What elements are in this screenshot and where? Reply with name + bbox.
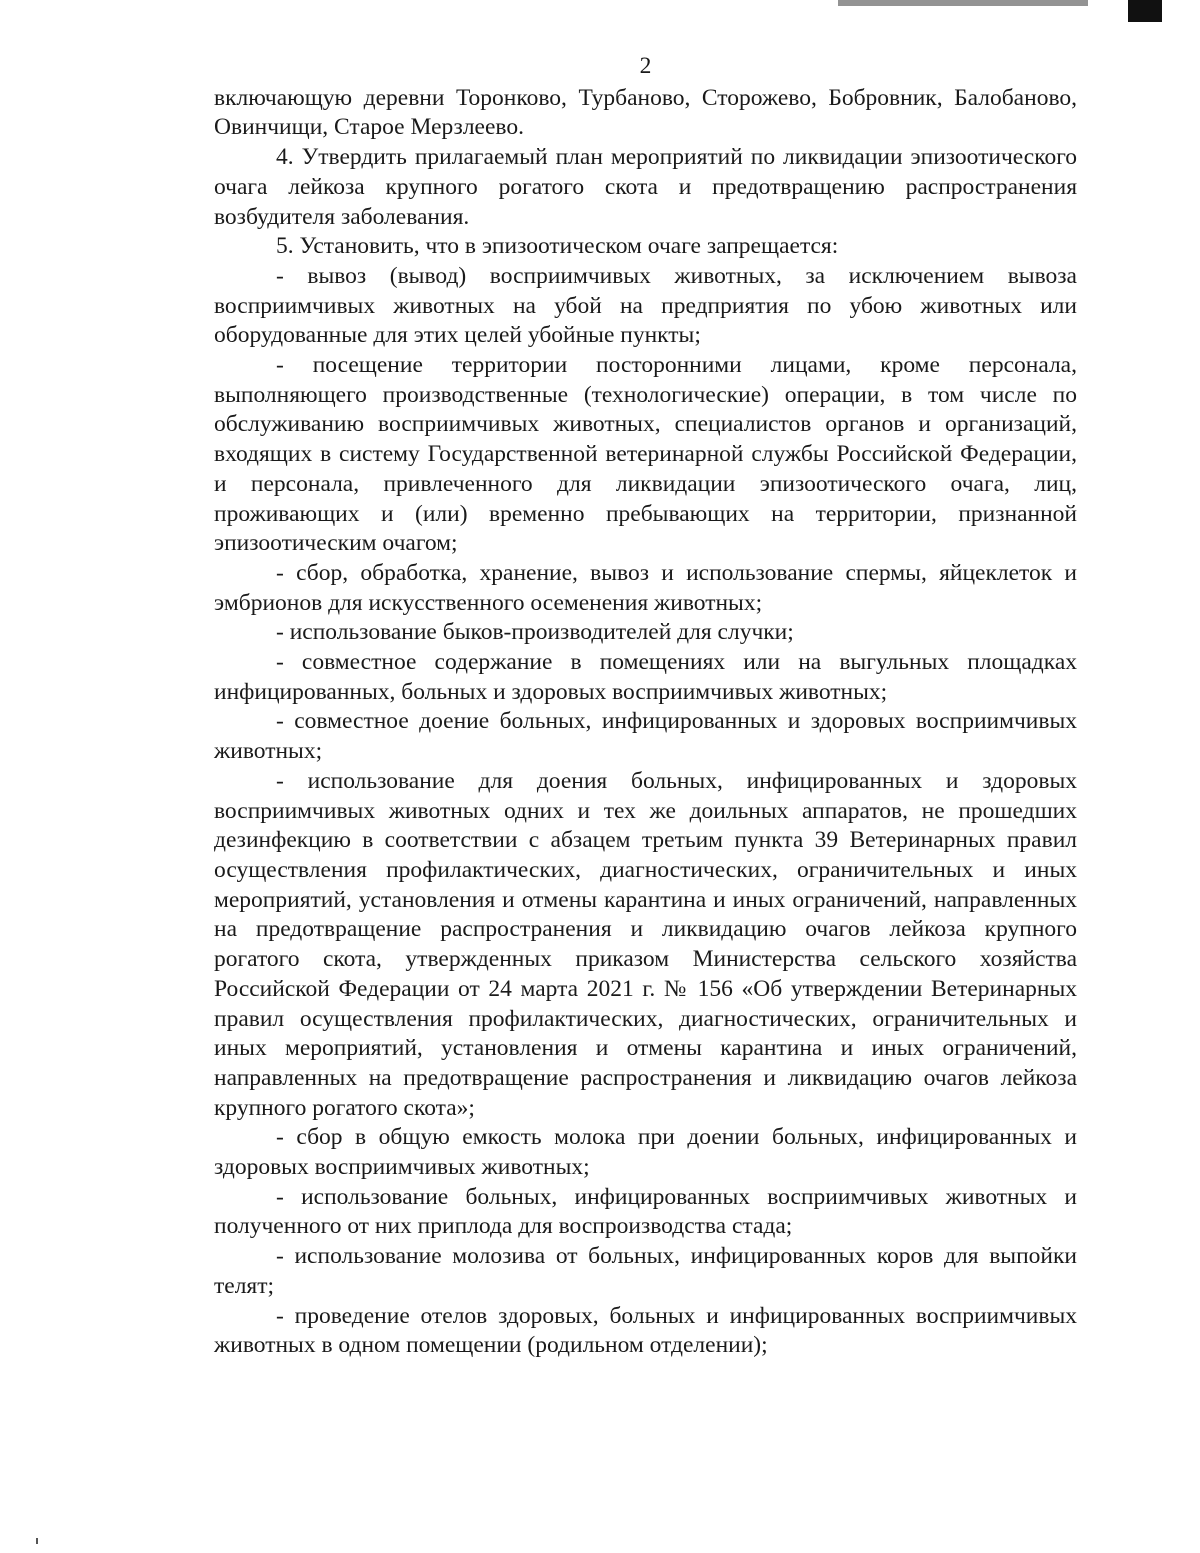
list-item: - сбор в общую емкость молока при доении больных, инфицированных и здоровых восприимчивых животных; [214, 1124, 1077, 1181]
list-item: - совместное доение больных, инфицированных и здоровых восприимчивых животных; [214, 708, 1077, 765]
scan-artifact [1128, 0, 1162, 22]
list-item: - использование больных, инфицированных восприимчивых животных и полученного от них приплода для воспроизводства стада; [214, 1183, 1077, 1240]
paragraph: включающую деревни Торонково, Турбаново, Сторожево, Бобровник, Балобаново, Овинчищи, Старое Мерзлеево. [214, 84, 1077, 141]
list-item: - использование молозива от больных, инфицированных коров для выпойки телят; [214, 1243, 1077, 1299]
page-number: 2 [639, 53, 652, 79]
scan-artifact [838, 0, 1088, 6]
list-item: - использование быков-производителей для случки; [276, 619, 794, 646]
paragraph: 4. Утвердить прилагаемый план мероприятий по ликвидации эпизоотического очага лейкоза крупного рогатого скота и предотвращению распространения возбудителя заболевания. [214, 144, 1077, 230]
paragraph: 5. Установить, что в эпизоотическом очаге запрещается: [276, 233, 839, 260]
scan-speck [36, 1538, 38, 1544]
list-item: - совместное содержание в помещениях или на выгульных площадках инфицированных, больных и здоровых восприимчивых животных; [214, 649, 1077, 705]
list-item: - посещение территории посторонними лицами, кроме персонала, выполняющего производственные (технологические) операции, в том числе по обслуживанию восприимчивых животных, специалистов органов и организаций, входящих в систему Государственной ветеринарной службы Российской Федерации, и персонала, привлеченного для ликвидации эпизоотического очага, лиц, проживающих и (или) временно пребывающих на территории, признанной эпизоотическим очагом; [214, 352, 1077, 557]
list-item: - вывоз (вывод) восприимчивых животных, за исключением вывоза восприимчивых животных на убой на предприятия по убою животных или оборудованные для этих целей убойные пункты; [214, 262, 1077, 349]
list-item: - проведение отелов здоровых, больных и инфицированных восприимчивых животных в одном помещении (родильном отделении); [214, 1302, 1077, 1359]
document-page [214, 52, 1077, 1361]
list-item: - сбор, обработка, хранение, вывоз и использование спермы, яйцеклеток и эмбрионов для искусственного осеменения животных; [214, 559, 1077, 616]
list-item: - использование для доения больных, инфицированных и здоровых восприимчивых животных одних и тех же доильных аппаратов, не прошедших дезинфекцию в соответствии с абзацем третьим пункта 39 Ветеринарных правил осуществления профилактических, диагностических, ограничительных и иных мероприятий, установления и отмены карантина и иных ограничений, направленных на предотвращение распространения и ликвидацию очагов лейкоза крупного рогатого скота, утвержденных приказом Министерства сельского хозяйства Российской Федерации от 24 марта 2021 г. № 156 «Об утверждении Ветеринарных правил осуществления профилактических, диагностических, ограничительных и иных мероприятий, установления и отмены карантина и иных ограничений, направленных на предотвращение распространения и ликвидацию очагов лейкоза крупного рогатого скота»; [214, 767, 1077, 1121]
